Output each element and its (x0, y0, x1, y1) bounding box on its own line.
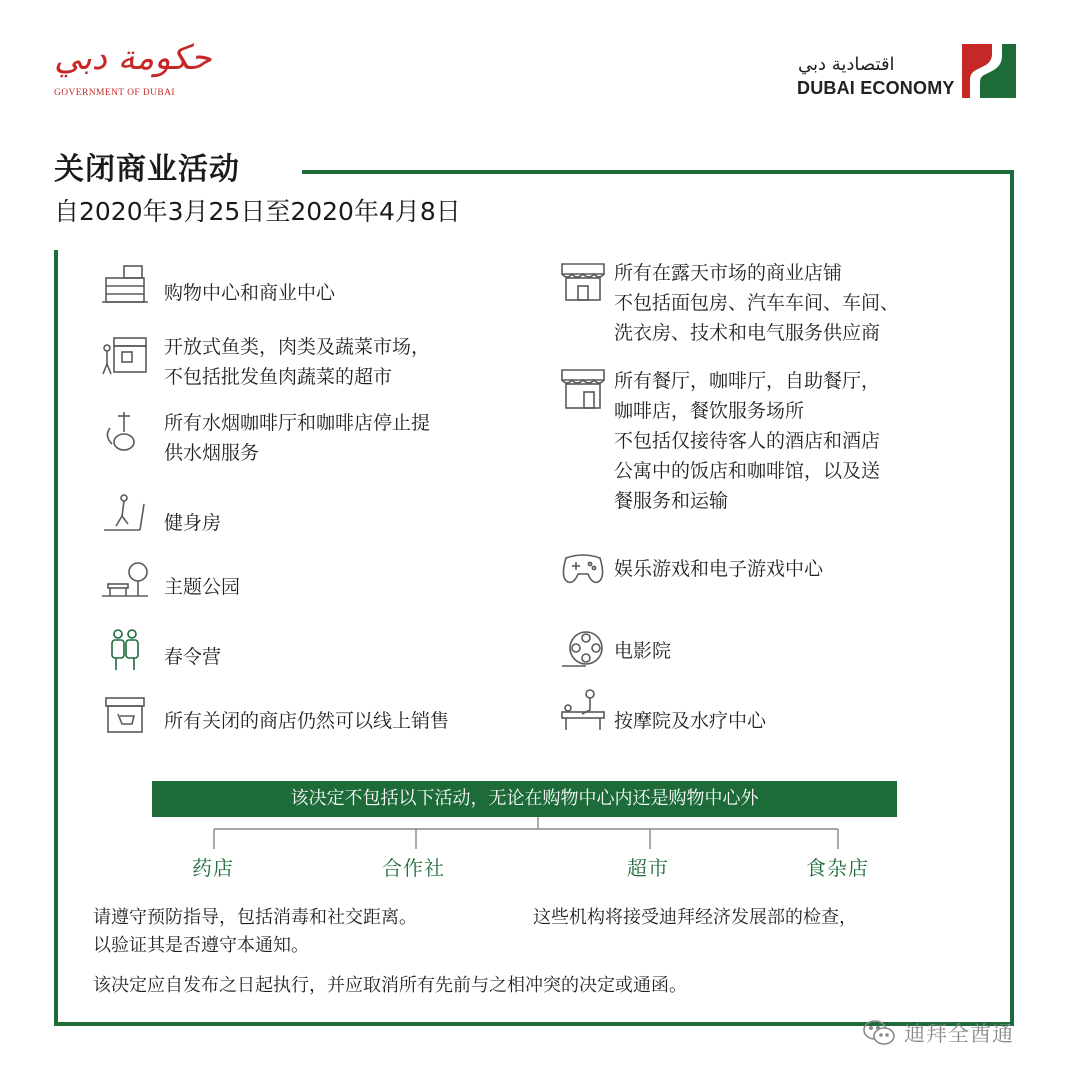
film-reel-icon (558, 626, 608, 672)
dubai-economy-logo-english: DUBAI ECONOMY (797, 78, 955, 98)
exception-grocery: 食杂店 (806, 856, 869, 880)
note-verification: 以验证其是否遵守本通知。 (93, 935, 309, 956)
date-range: 自2020年3月25日至2020年4月8日 (54, 197, 461, 226)
gamepad-icon (558, 544, 608, 590)
closure-item-massage (558, 688, 766, 736)
dubai-economy-logo-arabic: اقتصادية دبي (798, 54, 895, 75)
hookah-icon (100, 408, 150, 454)
massage-icon (558, 688, 608, 734)
note-effective: 该决定应自发布之日起执行，并应取消所有先前与之相冲突的决定或通函。 (93, 975, 687, 996)
treadmill-icon (100, 490, 150, 536)
item-text: 所有餐厅，咖啡厅，自助餐厅， 咖啡店，餐饮服务场所 不包括仅接待客人的酒店和酒店 公寓中的饭店和咖啡馆，以及送 餐服务和运输 (614, 370, 881, 512)
item-text: 开放式鱼类，肉类及蔬菜市场， 不包括批发鱼肉蔬菜的超市 (164, 336, 431, 388)
dubai-economy-mark-icon (962, 44, 1016, 98)
page-title: 关闭商业活动 (54, 152, 240, 187)
item-text: 主题公园 (164, 576, 241, 598)
exception-supermarket: 超市 (627, 856, 669, 880)
exception-banner: 该决定不包括以下活动，无论在购物中心内还是购物中心外 (152, 781, 897, 817)
closure-item-theme-parks (100, 556, 240, 602)
item-text: 所有水烟咖啡厅和咖啡店停止提 供水烟服务 (164, 412, 431, 464)
closure-item-online-sales (100, 692, 449, 738)
item-text: 春令营 (164, 646, 222, 668)
item-text: 电影院 (614, 640, 672, 662)
closure-item-cinemas (558, 626, 671, 672)
closure-item-spring-camp (100, 626, 221, 672)
exception-pharmacy: 药店 (192, 856, 234, 880)
frame-line-top (302, 170, 1014, 174)
item-text: 按摩院及水疗中心 (614, 710, 767, 732)
note-prevention: 请遵守预防指导，包括消毒和社交距离。 (93, 907, 417, 928)
government-of-dubai-logo-english: GOVERNMENT OF DUBAI (54, 88, 175, 98)
item-text: 娱乐游戏和电子游戏中心 (614, 558, 824, 580)
closure-item-open-markets (558, 258, 899, 348)
item-text: 购物中心和商业中心 (164, 282, 336, 304)
market-stall-icon (558, 258, 608, 304)
item-text: 所有在露天市场的商业店铺 不包括面包房、汽车车间、车间、 洗衣房、技术和电气服务供应商 (614, 262, 900, 344)
family-icon (100, 626, 150, 672)
shopping-mall-icon (100, 262, 150, 308)
wechat-watermark (862, 1016, 1052, 1050)
item-text: 健身房 (164, 512, 222, 534)
note-inspection: 这些机构将接受迪拜经济发展部的检查， (533, 907, 857, 928)
closure-item-gym (100, 490, 221, 538)
exception-cooperative: 合作社 (382, 856, 445, 880)
store-icon (100, 330, 150, 376)
exception-tree-lines (150, 817, 910, 857)
government-of-dubai-logo-arabic: حكومة دبي (54, 38, 212, 78)
frame-line-left (54, 250, 58, 1026)
closure-item-malls (100, 262, 335, 308)
watermark-text: 迪拜全酋通 (904, 1022, 1014, 1046)
item-text: 所有关闭的商店仍然可以线上销售 (164, 710, 450, 732)
frame-line-right (1010, 170, 1014, 1026)
online-shop-icon (100, 692, 150, 738)
park-icon (100, 556, 150, 602)
closure-item-restaurants (558, 366, 880, 516)
closure-item-hookah (100, 408, 430, 468)
wechat-icon (862, 1018, 896, 1048)
restaurant-icon (558, 366, 608, 412)
closure-item-markets (100, 330, 430, 392)
closure-item-game-centers (558, 544, 823, 590)
